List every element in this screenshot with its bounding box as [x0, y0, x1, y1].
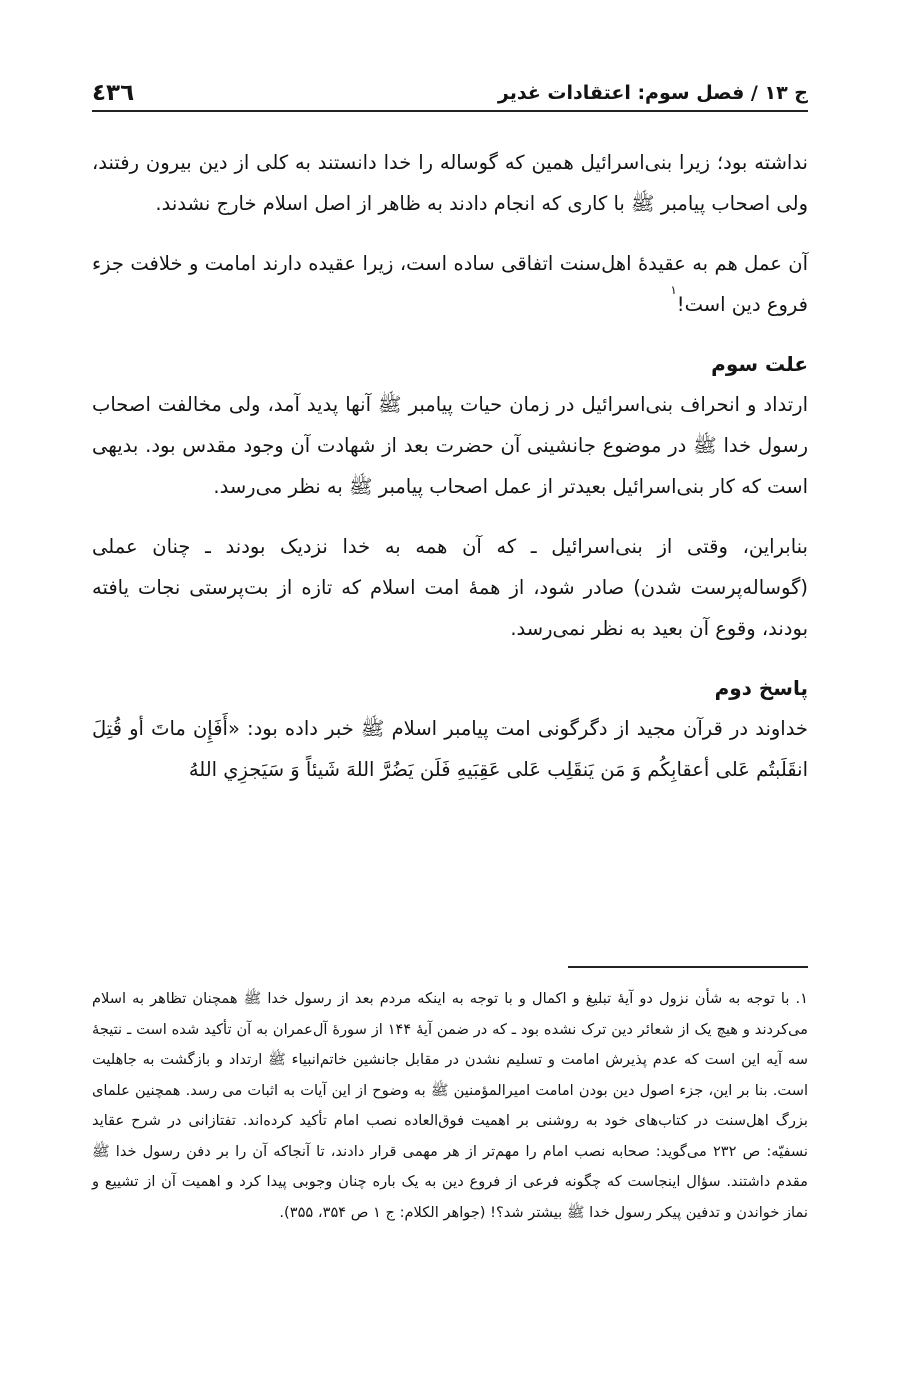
main-text [92, 142, 808, 809]
paragraph-4: بنابراین، وقتی از بنی‌اسرائیل ـ که آن همه به خدا نزدیک بودند ـ چنان عملی (گوساله‌پرست شدن) صادر شود، از همهٔ امت اسلام که تازه از بت‌پرستی نجات یافته بودند، وقوع آن بعید به نظر نمی‌رسد. [92, 535, 808, 640]
paragraph-3: ارتداد و انحراف بنی‌اسرائیل در زمان حیات پیامبر ﷺ آنها پدید آمد، ولی مخالفت اصحاب رسول خدا ﷺ در موضوع جانشینی آن حضرت بعد از شهادت آن وجود مقدس بود. بدیهی است که کار بنی‌اسرائیل بعیدتر از عمل اصحاب پیامبر ﷺ به نظر می‌رسد. [92, 393, 808, 498]
footnote-separator [568, 966, 808, 968]
footnote-area [92, 984, 808, 1228]
paragraph-2 [92, 243, 808, 325]
section-heading-second-answer: پاسخ دوم [714, 676, 808, 700]
running-header [92, 70, 808, 112]
section-heading-third-reason: علت سوم [711, 352, 808, 376]
paragraph-2-text: آن عمل هم به عقیدهٔ اهل‌سنت اتفاقی ساده است، زیرا عقیده دارند امامت و خلافت جزء فروع دین است! [92, 252, 808, 316]
page-number: ٤٣٦ [92, 80, 135, 106]
paragraph-1: نداشته بود؛ زیرا بنی‌اسرائیل همین که گوساله را خدا دانستند به کلی از دین بیرون رفتند، ولی اصحاب پیامبر ﷺ با کاری که انجام دادند به ظاهر از اصل اسلام خارج نشدند. [92, 151, 808, 215]
paragraph-5: خداوند در قرآن مجید از دگرگونی امت پیامبر اسلام ﷺ خبر داده بود: «أَفَإِن ماتَ أو قُتِلَ انقَلَبتُم عَلى أعقابِكُم وَ مَن يَنقَلِب عَلى عَقِبَيهِ فَلَن يَضُرَّ اللهَ شَيئاً وَ سَيَجزِي اللهُ [92, 717, 808, 781]
footnote-1: ۱. با توجه به شأن نزول دو آیهٔ تبلیغ و اکمال و با توجه به اینکه مردم بعد از رسول خدا ﷺ همچنان تظاهر به اسلام می‌کردند و هیچ یک از شعائر دین ترک نشده بود ـ که در ضمن آیهٔ ۱۴۴ از سورهٔ آل‌عمران به آن تأکید شده است ـ نتیجهٔ سه آیه این است که عدم پذیرش امامت و تسلیم نشدن در مقابل جانشین خاتم‌انبیاء ﷺ ارتداد و بازگشت به جاهلیت است. بنا بر این، جزء اصول دین بودن امامت امیرالمؤمنین ﷺ به وضوح از این آیات به اثبات می رسد. همچنین علمای بزرگ اهل‌سنت در کتاب‌های خود به روشنی بر اهمیت فوق‌العاده نصب امام تأکید کرده‌اند. تفتازانی در شرح عقاید نسفیّه: ص ۲۳۲ می‌گوید: صحابه نصب امام را مهم‌تر از هر مهمی قرار دادند، تا آنجاکه آن را بر دفن رسول خدا ﷺ مقدم داشتند. سؤال اینجاست که چگونه فرعی از فروع دین به یک باره چنان وجوبی پیدا کرد و اهمیت آن از تشییع و نماز خواندن و تدفین پیکر رسول خدا ﷺ بیشتر شد؟! (جواهر الکلام: ج ۱ ص ۳۵۴، ۳۵۵). [92, 990, 808, 1221]
footnote-reference[interactable]: ۱ [670, 283, 677, 297]
running-title: ج ۱۳ / فصل سوم: اعتقادات غدیر [497, 82, 808, 104]
